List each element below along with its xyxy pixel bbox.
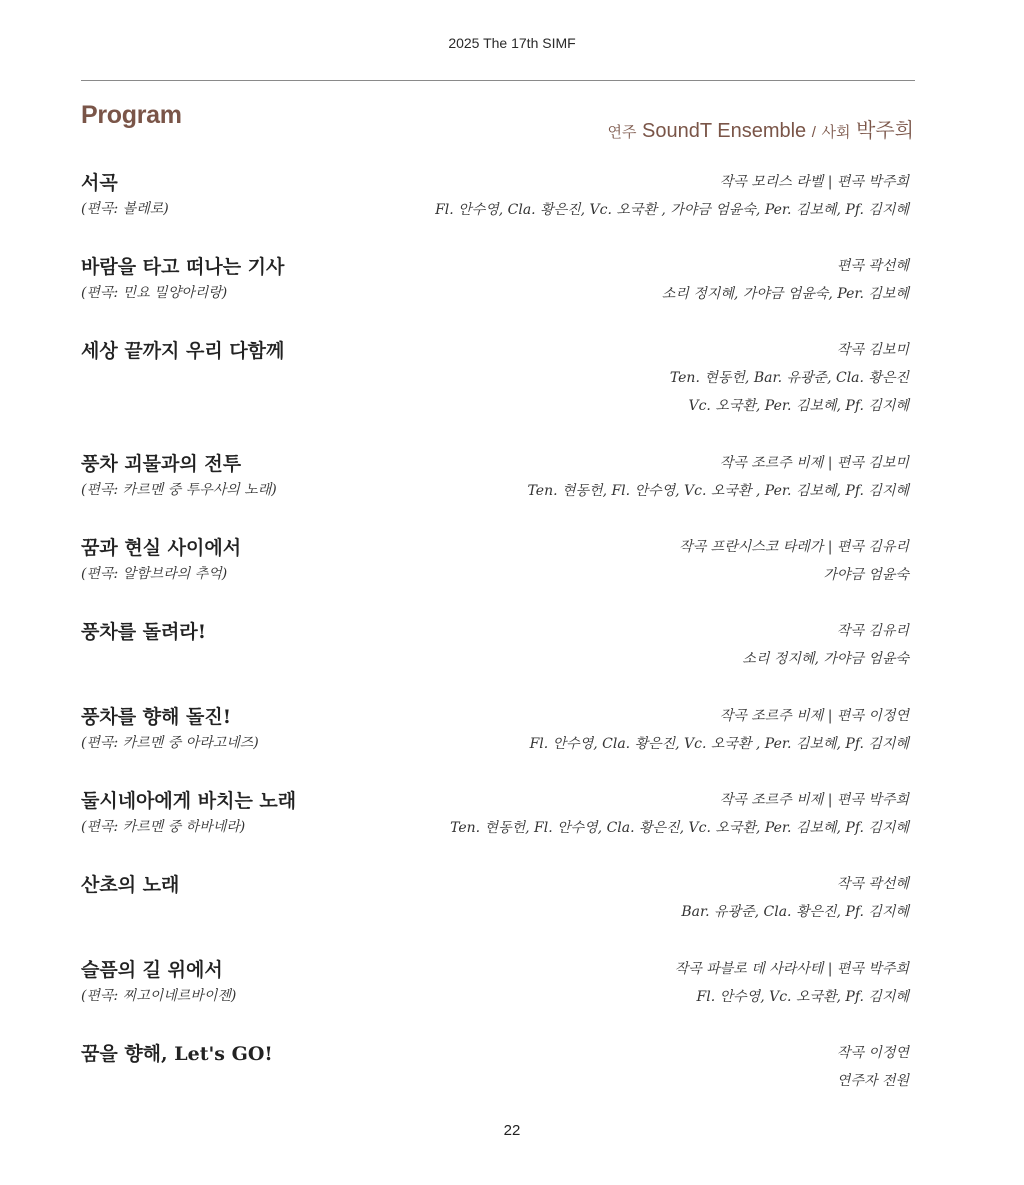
host-name: 박주희 <box>856 120 914 142</box>
program-item <box>81 252 909 336</box>
program-subtitle: (편곡: 카르멘 중 투우사의 노래) <box>81 482 277 498</box>
program-subtitle: (편곡: 카르멘 중 아라고네즈) <box>81 735 259 751</box>
credit-line: 편곡 곽선혜 <box>836 258 909 274</box>
credit-line: Fl. 안수영, Cla. 황은진, Vc. 오국환 , Per. 김보혜, Pf. 김지혜 <box>529 736 909 752</box>
credit-line: Vc. 오국환, Per. 김보혜, Pf. 김지혜 <box>688 398 909 414</box>
credit-separator: / <box>811 124 816 141</box>
program-title: 둘시네아에게 바치는 노래 <box>81 790 297 812</box>
host-label: 사회 <box>821 124 851 141</box>
credit-line: 작곡 김유리 <box>836 623 909 639</box>
program-title: 서곡 <box>81 172 118 194</box>
program-title: 세상 끝까지 우리 다함께 <box>81 340 285 362</box>
program-heading: Program <box>81 101 182 129</box>
program-subtitle: (편곡: 민요 밀양아리랑) <box>81 285 228 301</box>
program-title: 꿈을 향해, Let's GO! <box>81 1043 273 1065</box>
credit-line: 연주자 전원 <box>836 1073 909 1089</box>
credit-line: Bar. 유광준, Cla. 황은진, Pf. 김지혜 <box>681 904 909 920</box>
ensemble-name: SoundT Ensemble <box>642 120 807 142</box>
credit-line: Fl. 안수영, Cla. 황은진, Vc. 오국환 , 가야금 엄윤숙, Per. 김보혜, Pf. 김지혜 <box>435 202 909 218</box>
credit-line: 소리 정지혜, 가야금 엄윤숙 <box>742 651 909 667</box>
perform-label: 연주 <box>607 124 637 141</box>
program-credits <box>681 874 909 930</box>
credit-line: 작곡 조르주 비제 | 편곡 이정연 <box>719 708 909 724</box>
program-title: 풍차를 돌려라! <box>81 621 207 643</box>
program-credits <box>450 790 909 846</box>
credit-line: 소리 정지혜, 가야금 엄윤숙, Per. 김보혜 <box>661 286 909 302</box>
credit-line: 작곡 조르주 비제 | 편곡 박주희 <box>719 792 909 808</box>
program-credits <box>528 453 909 509</box>
program-item <box>81 870 909 955</box>
credit-line: 작곡 조르주 비제 | 편곡 김보미 <box>719 455 909 471</box>
program-credits <box>435 172 909 228</box>
credit-line: Fl. 안수영, Vc. 오국환, Pf. 김지혜 <box>696 989 909 1005</box>
header-title: 2025 The 17th SIMF <box>448 35 576 51</box>
header-divider <box>81 80 915 81</box>
program-subtitle: (편곡: 알함브라의 추억) <box>81 566 228 582</box>
program-title: 슬픔의 길 위에서 <box>81 959 223 981</box>
credit-line: 작곡 이정연 <box>836 1045 909 1061</box>
program-credits <box>675 959 909 1015</box>
credit-line: 작곡 김보미 <box>836 342 909 358</box>
program-title: 바람을 타고 떠나는 기사 <box>81 256 285 278</box>
program-item <box>81 786 909 870</box>
program-credits <box>530 706 909 762</box>
program-title: 산초의 노래 <box>81 874 180 896</box>
program-item <box>81 449 909 533</box>
program-credits <box>662 256 909 312</box>
program-item <box>81 168 909 252</box>
program-item <box>81 702 909 786</box>
credit-line: Ten. 현동헌, Bar. 유광준, Cla. 황은진 <box>669 370 909 386</box>
program-item <box>81 1039 909 1099</box>
program-subtitle: (편곡: 찌고이네르바이젠) <box>81 988 237 1004</box>
program-subtitle: (편곡: 볼레로) <box>81 201 169 217</box>
program-title: 꿈과 현실 사이에서 <box>81 537 242 559</box>
program-title: 풍차 괴물과의 전투 <box>81 453 242 475</box>
credit-line: 작곡 곽선혜 <box>836 876 909 892</box>
credit-line: 가야금 엄윤숙 <box>823 567 909 583</box>
page-number: 22 <box>503 1122 521 1139</box>
program-subtitle: (편곡: 카르멘 중 하바네라) <box>81 819 246 835</box>
credit-line: Ten. 현동헌, Fl. 안수영, Vc. 오국환 , Per. 김보혜, Pf. 김지혜 <box>527 483 909 499</box>
performer-credits <box>607 114 914 143</box>
credit-line: 작곡 파블로 데 사라사테 | 편곡 박주희 <box>674 961 909 977</box>
credit-line: 작곡 모리스 라벨 | 편곡 박주희 <box>719 174 909 190</box>
program-item <box>81 533 909 617</box>
program-credits <box>742 621 909 677</box>
credit-line: Ten. 현동헌, Fl. 안수영, Cla. 황은진, Vc. 오국환, Per. 김보혜, Pf. 김지혜 <box>450 820 909 836</box>
program-list <box>81 168 909 1099</box>
program-credits <box>670 340 909 424</box>
program-credits <box>679 537 909 593</box>
program-item <box>81 617 909 702</box>
credit-line: 작곡 프란시스코 타레가 | 편곡 김유리 <box>679 539 909 555</box>
program-title: 풍차를 향해 돌진! <box>81 706 232 728</box>
program-item <box>81 955 909 1039</box>
program-item <box>81 336 909 449</box>
program-credits <box>837 1043 909 1099</box>
